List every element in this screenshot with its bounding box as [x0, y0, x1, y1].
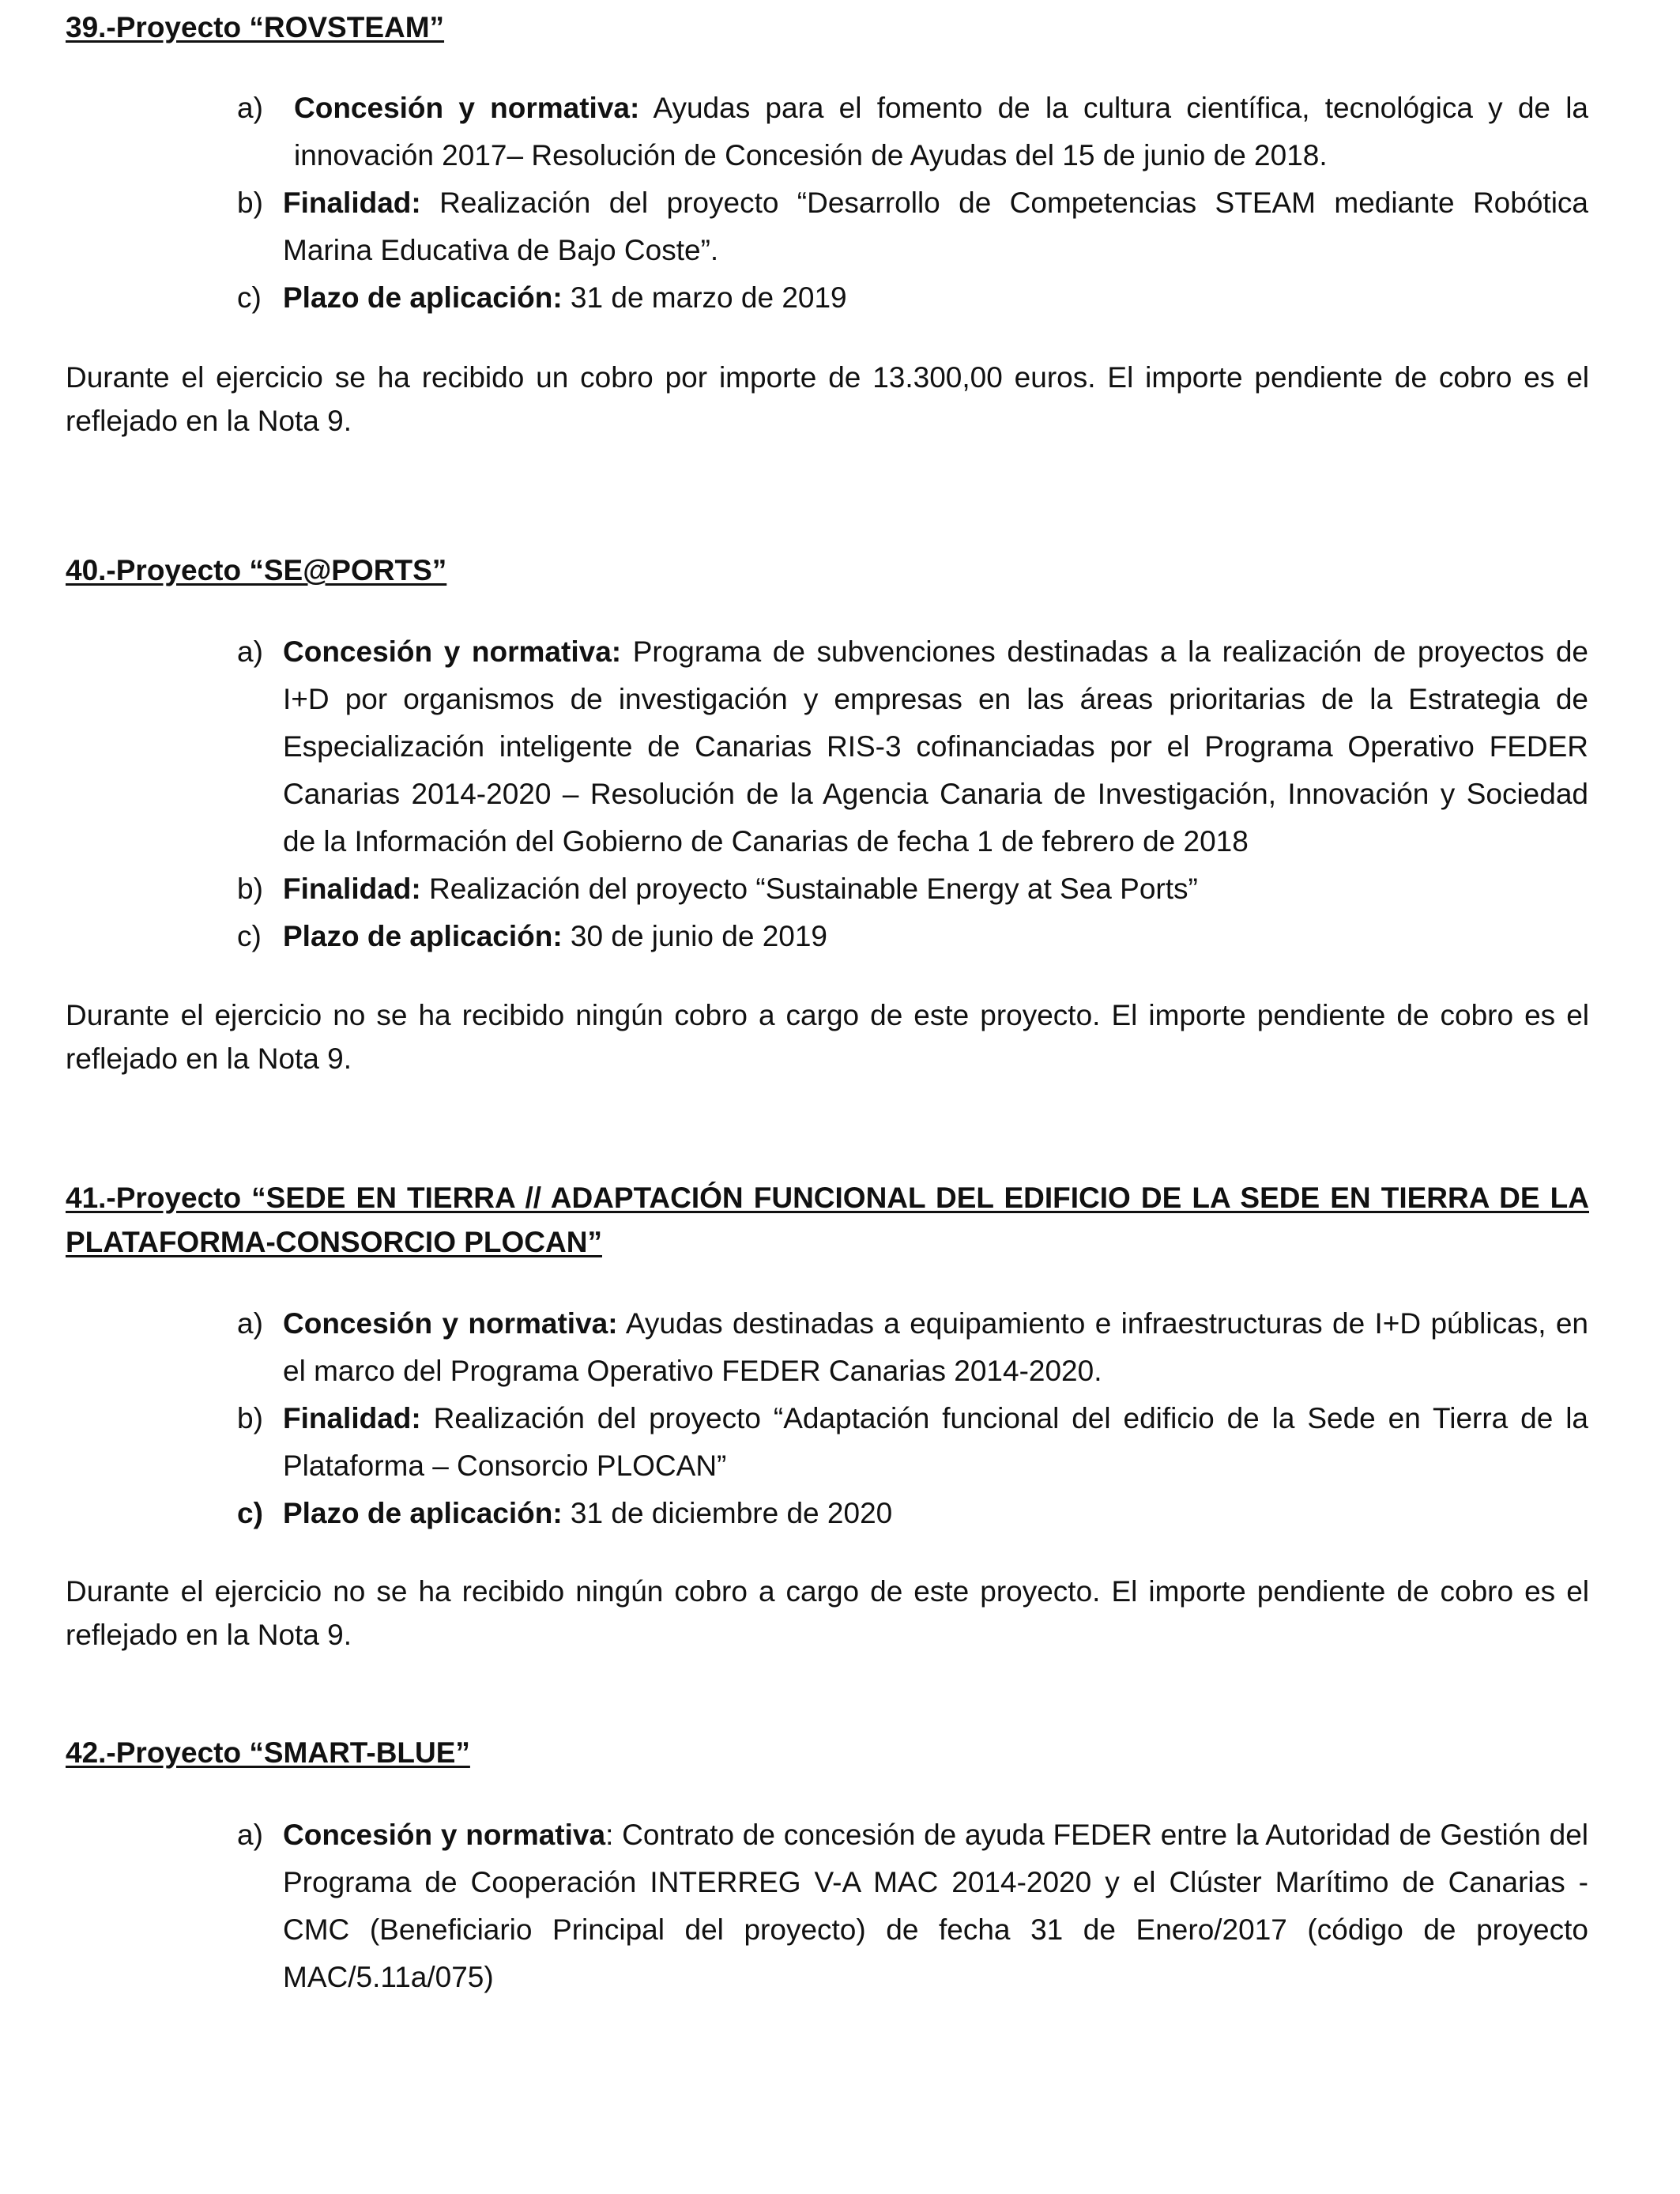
item-label: Finalidad: — [283, 873, 421, 905]
item-text: Programa de subvenciones destinadas a la realización de proyectos de I+D por organismos de investigación y empresas en las áreas prioritarias de la Estrategia de Especialización inteligente de Canarias RIS-3 cofinanciadas por el Programa Operativo FEDER Canarias 2014-2020 – Resolución de la Agencia Canaria de Investigación, Innovación y Sociedad de la Información del Gobierno de Canarias de fecha 1 de febrero de 2018 — [283, 635, 1588, 858]
list-marker: c) — [237, 1497, 263, 1529]
paragraph: Durante el ejercicio no se ha recibido ningún cobro a cargo de este proyecto. El importe pendiente de cobro es el reflejado en la Nota 9. — [66, 999, 1589, 1075]
item-text: Realización del proyecto “Adaptación funcional del edificio de la Sede en Tierra de la Plataforma – Consorcio PLOCAN” — [283, 1402, 1588, 1482]
list-marker: b) — [237, 1402, 263, 1434]
item-label: Finalidad: — [283, 1402, 421, 1434]
list-item — [237, 274, 1588, 322]
paragraph: Durante el ejercicio se ha recibido un cobro por importe de 13.300,00 euros. El importe pendiente de cobro es el reflejado en la Nota 9. — [66, 361, 1589, 437]
list-marker: b) — [237, 873, 263, 905]
list-item — [237, 865, 1588, 913]
list-item — [237, 628, 1588, 865]
item-label: Concesión y normativa — [283, 1819, 606, 1851]
list-item — [237, 913, 1588, 960]
item-label: Plazo de aplicación: — [283, 281, 563, 314]
item-text: 31 de diciembre de 2020 — [562, 1497, 893, 1529]
item-label: Concesión y normativa: — [283, 635, 622, 668]
list-marker: a) — [237, 92, 263, 124]
list-item — [237, 1811, 1589, 2001]
item-text: Realización del proyecto “Desarrollo de Competencias STEAM mediante Robótica Marina Educativa de Bajo Coste”. — [283, 187, 1588, 266]
section-heading: 40.-Proyecto “SE@PORTS” — [66, 554, 447, 586]
item-label: Finalidad: — [283, 187, 421, 219]
list-marker: b) — [237, 187, 263, 219]
list-marker: a) — [237, 635, 263, 668]
item-text: Ayudas para el fomento de la cultura científica, tecnológica y de la innovación 2017– Resolución de Concesión de Ayudas del 15 de junio de 2018. — [294, 92, 1588, 172]
item-text: Ayudas destinadas a equipamiento e infraestructuras de I+D públicas, en el marco del Programa Operativo FEDER Canarias 2014-2020. — [283, 1307, 1588, 1387]
item-text: 30 de junio de 2019 — [562, 920, 828, 952]
list-item — [237, 1395, 1588, 1490]
list-item — [237, 85, 1588, 179]
list-item — [237, 1490, 1588, 1537]
section-heading: 41.-Proyecto “SEDE EN TIERRA // ADAPTACIÓN FUNCIONAL DEL EDIFICIO DE LA SEDE EN TIERRA DE LA PLATAFORMA-CONSORCIO PLOCAN” — [66, 1182, 1589, 1258]
item-label: Plazo de aplicación: — [283, 1497, 563, 1529]
list-marker: c) — [237, 281, 262, 314]
list-marker: a) — [237, 1819, 263, 1851]
list-marker: c) — [237, 920, 262, 952]
item-label: Concesión y normativa: — [283, 1307, 618, 1340]
list-item — [237, 179, 1588, 274]
section-heading: 39.-Proyecto “ROVSTEAM” — [66, 11, 445, 43]
list-marker: a) — [237, 1307, 263, 1340]
list-item — [237, 1300, 1588, 1395]
item-label: Plazo de aplicación: — [283, 920, 563, 952]
item-text: : Contrato de concesión de ayuda FEDER entre la Autoridad de Gestión del Programa de Cooperación INTERREG V-A MAC 2014-2020 y el Clúster Marítimo de Canarias - CMC (Beneficiario Principal del proyecto) de fecha 31 de Enero/2017 (código de proyecto MAC/5.11a/075) — [283, 1819, 1589, 1993]
section-heading: 42.-Proyecto “SMART-BLUE” — [66, 1736, 470, 1769]
paragraph: Durante el ejercicio no se ha recibido ningún cobro a cargo de este proyecto. El importe pendiente de cobro es el reflejado en la Nota 9. — [66, 1575, 1589, 1651]
item-text: Realización del proyecto “Sustainable Energy at Sea Ports” — [420, 873, 1198, 905]
item-text: 31 de marzo de 2019 — [562, 281, 847, 314]
item-label: Concesión y normativa: — [294, 92, 640, 124]
